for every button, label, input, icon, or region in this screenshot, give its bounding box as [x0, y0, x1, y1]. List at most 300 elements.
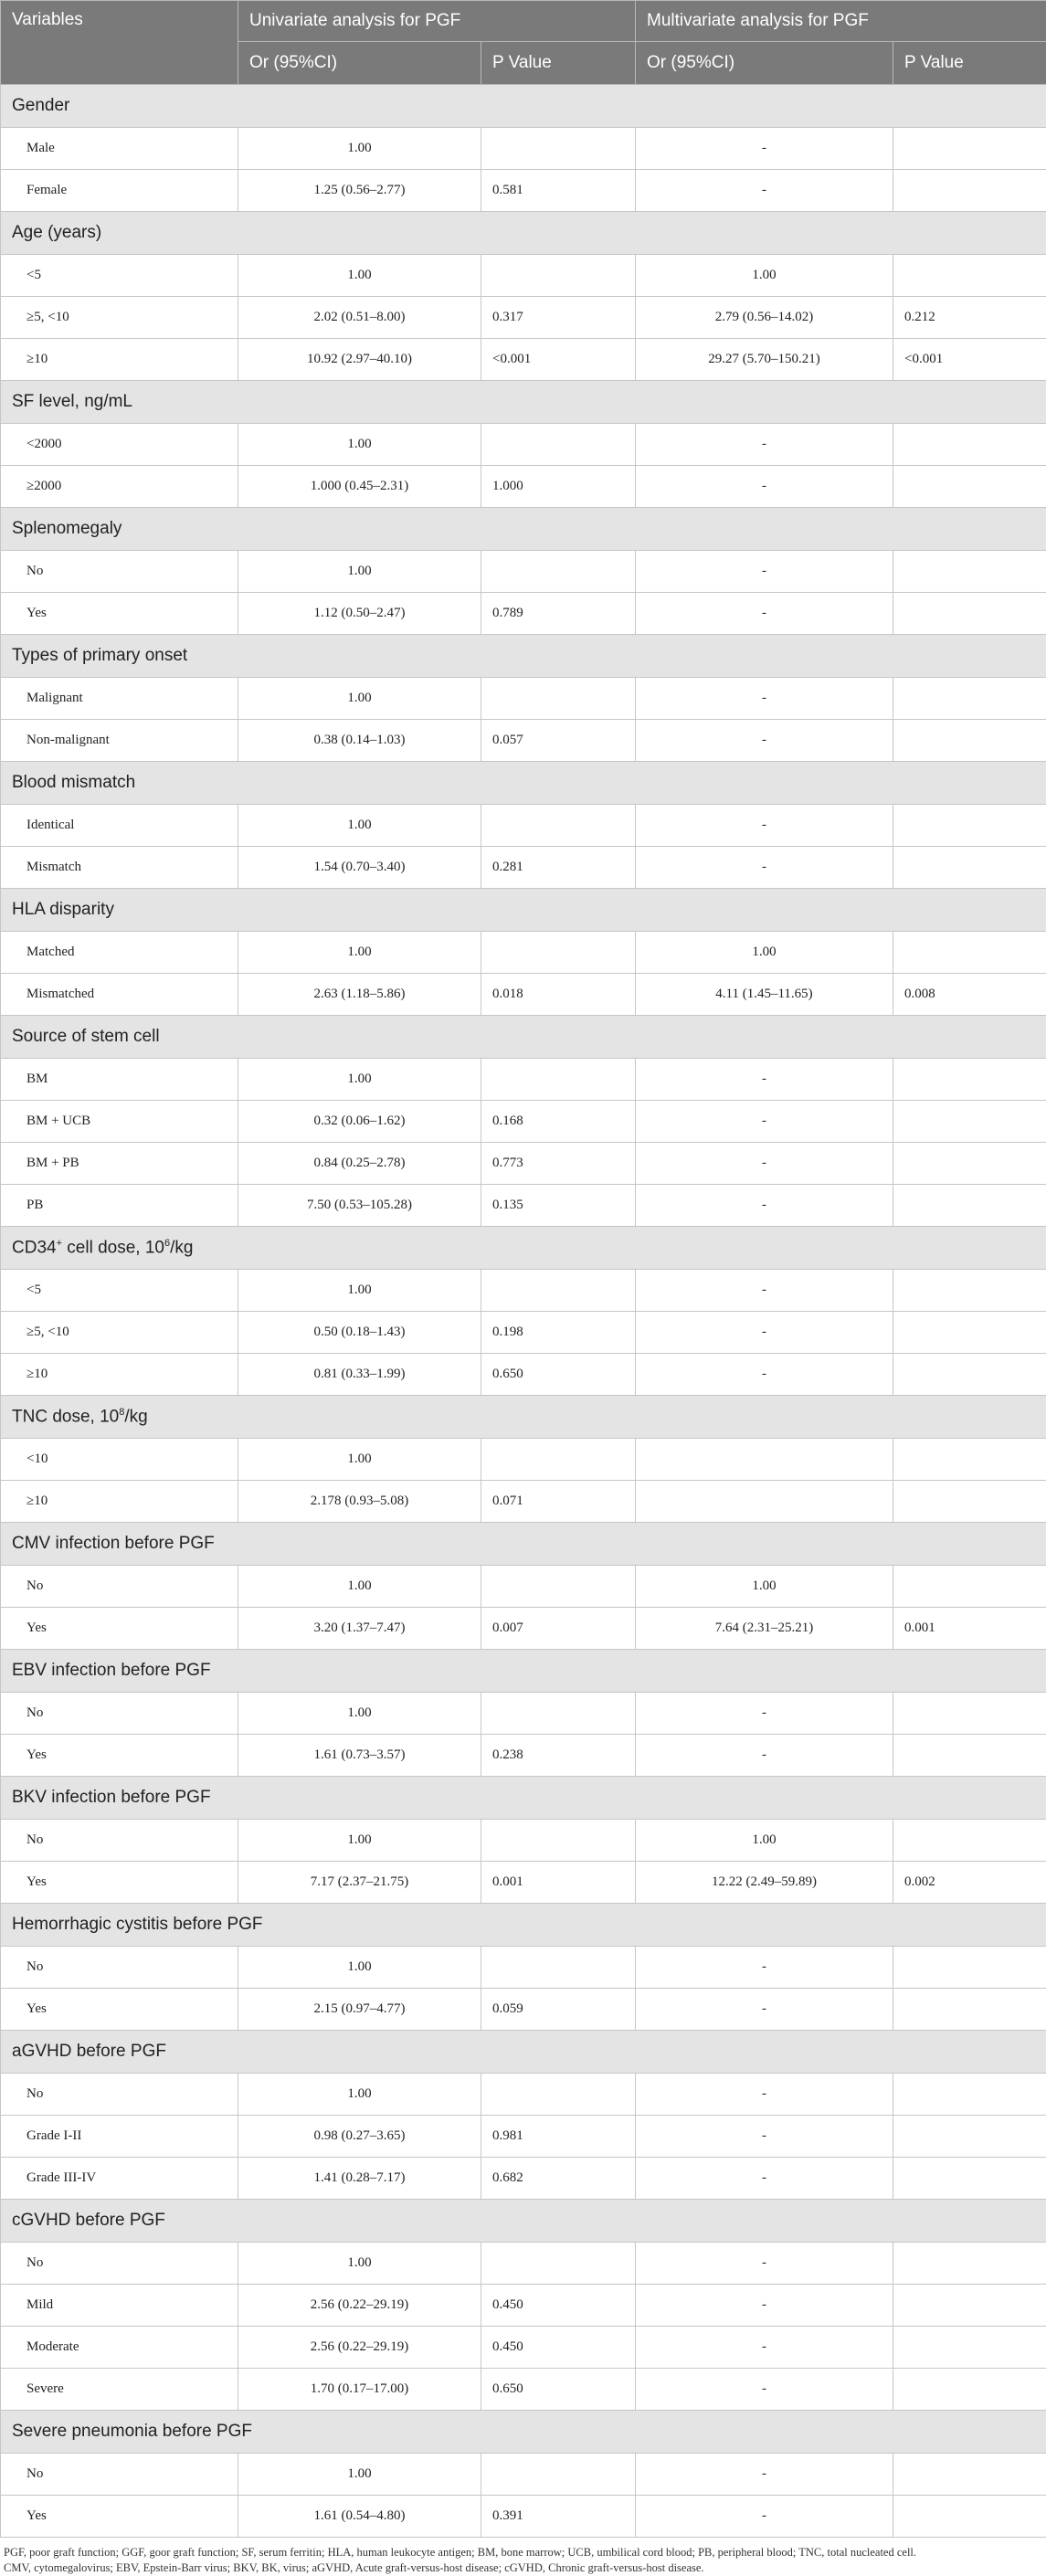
row-label: Malignant [1, 678, 238, 720]
table-row [1, 1185, 1046, 1227]
univariate-p [481, 2454, 636, 2496]
table-row [1, 1354, 1046, 1396]
univariate-or: 0.32 (0.06–1.62) [238, 1101, 481, 1143]
group-title-end: /kg [170, 1238, 193, 1257]
table-row [1, 1481, 1046, 1523]
multivariate-p [893, 847, 1046, 889]
multivariate-p [893, 2074, 1046, 2116]
multivariate-or: - [636, 1354, 893, 1396]
group-row [1, 1396, 1046, 1439]
row-label: No [1, 2243, 238, 2285]
multivariate-or: - [636, 170, 893, 212]
table-row [1, 2327, 1046, 2369]
univariate-p: 0.059 [481, 1989, 636, 2031]
univariate-p [481, 1439, 636, 1481]
univariate-p: 0.650 [481, 2369, 636, 2411]
group-row [1, 889, 1046, 932]
multivariate-p [893, 678, 1046, 720]
group-row [1, 1523, 1046, 1566]
univariate-or: 2.63 (1.18–5.86) [238, 974, 481, 1016]
multivariate-or: - [636, 1735, 893, 1777]
row-label: Mismatched [1, 974, 238, 1016]
table-row [1, 551, 1046, 593]
group-row [1, 1227, 1046, 1270]
table-row [1, 1608, 1046, 1650]
row-label: No [1, 551, 238, 593]
group-title [1, 1227, 1046, 1270]
univariate-or: 1.00 [238, 1439, 481, 1481]
univariate-p [481, 805, 636, 847]
table-row [1, 1735, 1046, 1777]
multivariate-or: - [636, 805, 893, 847]
univariate-p: 0.057 [481, 720, 636, 762]
row-label: <10 [1, 1439, 238, 1481]
multivariate-p [893, 2243, 1046, 2285]
group-title-text: Gender [12, 96, 69, 115]
row-label: BM [1, 1059, 238, 1101]
univariate-or: 1.61 (0.54–4.80) [238, 2496, 481, 2538]
univariate-p [481, 2243, 636, 2285]
univariate-p: 0.773 [481, 1143, 636, 1185]
group-title-text: Source of stem cell [12, 1027, 160, 1046]
footnote: PGF, poor graft function; GGF, goor graft function; SF, serum ferritin; HLA, human leukocyte antigen; BM, bone marrow; UCB, umbilical cord blood; PB, peripheral blood; TNC, total nucleated cell. [4, 2545, 1042, 2560]
multivariate-or: - [636, 128, 893, 170]
group-row [1, 635, 1046, 678]
group-title-text: Hemorrhagic cystitis before PGF [12, 1915, 263, 1934]
table-row [1, 1947, 1046, 1989]
table-row [1, 1820, 1046, 1862]
table-row [1, 2454, 1046, 2496]
group-title [1, 2200, 1046, 2243]
group-row [1, 2411, 1046, 2454]
multivariate-or: - [636, 1270, 893, 1312]
univariate-or: 1.00 [238, 1566, 481, 1608]
header-multivariate-p: P Value [893, 42, 1046, 85]
table-body [1, 85, 1046, 2538]
univariate-or: 1.000 (0.45–2.31) [238, 466, 481, 508]
multivariate-or: - [636, 2074, 893, 2116]
multivariate-p [893, 1735, 1046, 1777]
group-title [1, 1016, 1046, 1059]
group-title-text: Age (years) [12, 223, 101, 242]
group-title-text: CMV infection before PGF [12, 1534, 215, 1553]
table-row [1, 1101, 1046, 1143]
multivariate-p [893, 128, 1046, 170]
multivariate-or: - [636, 1693, 893, 1735]
multivariate-p [893, 2116, 1046, 2158]
multivariate-or [636, 1439, 893, 1481]
group-title [1, 2411, 1046, 2454]
row-label: Yes [1, 1608, 238, 1650]
univariate-or: 3.20 (1.37–7.47) [238, 1608, 481, 1650]
univariate-or: 2.02 (0.51–8.00) [238, 297, 481, 339]
row-label: Matched [1, 932, 238, 974]
group-title [1, 85, 1046, 128]
row-label: ≥10 [1, 1481, 238, 1523]
univariate-p [481, 932, 636, 974]
multivariate-p [893, 1481, 1046, 1523]
group-title [1, 1396, 1046, 1439]
multivariate-p [893, 1270, 1046, 1312]
group-row [1, 762, 1046, 805]
table-row [1, 678, 1046, 720]
multivariate-or: - [636, 551, 893, 593]
group-title-text: aGVHD before PGF [12, 2042, 166, 2061]
row-label: <2000 [1, 424, 238, 466]
univariate-p [481, 678, 636, 720]
univariate-or: 1.00 [238, 2074, 481, 2116]
table-row [1, 974, 1046, 1016]
table-row [1, 1989, 1046, 2031]
row-label: No [1, 1566, 238, 1608]
univariate-or: 1.25 (0.56–2.77) [238, 170, 481, 212]
row-label: No [1, 2074, 238, 2116]
univariate-or: 1.00 [238, 128, 481, 170]
group-title-text: cGVHD before PGF [12, 2211, 165, 2230]
multivariate-p [893, 551, 1046, 593]
multivariate-or: 7.64 (2.31–25.21) [636, 1608, 893, 1650]
table-row [1, 1143, 1046, 1185]
multivariate-p [893, 1989, 1046, 2031]
univariate-or: 1.54 (0.70–3.40) [238, 847, 481, 889]
multivariate-or: - [636, 1312, 893, 1354]
multivariate-or: - [636, 1185, 893, 1227]
multivariate-or [636, 1481, 893, 1523]
multivariate-p [893, 1820, 1046, 1862]
multivariate-or: - [636, 466, 893, 508]
row-label: No [1, 1693, 238, 1735]
univariate-or: 1.00 [238, 255, 481, 297]
univariate-p: 0.391 [481, 2496, 636, 2538]
multivariate-p [893, 2327, 1046, 2369]
group-row [1, 212, 1046, 255]
table-row [1, 1693, 1046, 1735]
multivariate-or: - [636, 2243, 893, 2285]
univariate-or: 7.17 (2.37–21.75) [238, 1862, 481, 1904]
group-title [1, 2031, 1046, 2074]
group-row [1, 85, 1046, 128]
multivariate-p: 0.212 [893, 297, 1046, 339]
group-title [1, 212, 1046, 255]
multivariate-or: 1.00 [636, 1566, 893, 1608]
group-row [1, 1650, 1046, 1693]
table-row [1, 128, 1046, 170]
univariate-p: 0.018 [481, 974, 636, 1016]
group-title-text: Splenomegaly [12, 519, 122, 538]
table-row [1, 466, 1046, 508]
footnote: CMV, cytomegalovirus; EBV, Epstein-Barr virus; BKV, BK, virus; aGVHD, Acute graft-versus-host disease; cGVHD, Chronic graft-versus-host disease. [4, 2560, 1042, 2576]
row-label: Yes [1, 1862, 238, 1904]
univariate-p: 0.198 [481, 1312, 636, 1354]
multivariate-or: - [636, 1143, 893, 1185]
footnotes [0, 2538, 1046, 2576]
row-label: ≥5, <10 [1, 1312, 238, 1354]
multivariate-p [893, 720, 1046, 762]
univariate-p: 0.450 [481, 2327, 636, 2369]
group-row [1, 508, 1046, 551]
group-title [1, 1777, 1046, 1820]
row-label: ≥10 [1, 339, 238, 381]
row-label: PB [1, 1185, 238, 1227]
multivariate-or: - [636, 678, 893, 720]
univariate-or: 2.56 (0.22–29.19) [238, 2327, 481, 2369]
group-row [1, 2031, 1046, 2074]
univariate-p [481, 1947, 636, 1989]
univariate-p: 0.281 [481, 847, 636, 889]
univariate-or: 1.00 [238, 678, 481, 720]
row-label: Yes [1, 1989, 238, 2031]
table-row [1, 170, 1046, 212]
univariate-p [481, 1820, 636, 1862]
row-label: Grade I-II [1, 2116, 238, 2158]
univariate-p: 0.981 [481, 2116, 636, 2158]
univariate-p: 0.682 [481, 2158, 636, 2200]
table-row [1, 932, 1046, 974]
multivariate-p [893, 2158, 1046, 2200]
multivariate-p [893, 1947, 1046, 1989]
univariate-or: 7.50 (0.53–105.28) [238, 1185, 481, 1227]
row-label: Non-malignant [1, 720, 238, 762]
multivariate-p [893, 2285, 1046, 2327]
header-univariate-p: P Value [481, 42, 636, 85]
univariate-or: 1.00 [238, 1693, 481, 1735]
multivariate-or: 2.79 (0.56–14.02) [636, 297, 893, 339]
row-label: No [1, 1947, 238, 1989]
multivariate-p [893, 932, 1046, 974]
row-label: ≥10 [1, 1354, 238, 1396]
univariate-or: 0.81 (0.33–1.99) [238, 1354, 481, 1396]
table-row [1, 1439, 1046, 1481]
table-row [1, 1270, 1046, 1312]
group-title-text: HLA disparity [12, 900, 114, 919]
multivariate-or: - [636, 2327, 893, 2369]
group-title [1, 889, 1046, 932]
univariate-p [481, 255, 636, 297]
univariate-p [481, 424, 636, 466]
univariate-or: 1.00 [238, 1059, 481, 1101]
univariate-p [481, 1059, 636, 1101]
univariate-p: 0.135 [481, 1185, 636, 1227]
univariate-p [481, 1270, 636, 1312]
group-title [1, 762, 1046, 805]
group-title-text: BKV infection before PGF [12, 1788, 211, 1807]
univariate-or: 1.70 (0.17–17.00) [238, 2369, 481, 2411]
univariate-or: 0.98 (0.27–3.65) [238, 2116, 481, 2158]
univariate-p: 0.168 [481, 1101, 636, 1143]
table-row [1, 805, 1046, 847]
header-variables: Variables [1, 1, 238, 85]
univariate-or: 1.41 (0.28–7.17) [238, 2158, 481, 2200]
group-title [1, 381, 1046, 424]
table-row [1, 1312, 1046, 1354]
group-title-text: CD34 [12, 1238, 57, 1257]
group-title [1, 1650, 1046, 1693]
header-multivariate-or: Or (95%CI) [636, 42, 893, 85]
multivariate-p [893, 1566, 1046, 1608]
multivariate-or: - [636, 593, 893, 635]
multivariate-p [893, 1439, 1046, 1481]
univariate-p [481, 551, 636, 593]
group-title-mid: cell dose, 10 [62, 1238, 164, 1257]
multivariate-or: - [636, 847, 893, 889]
univariate-or: 1.00 [238, 1947, 481, 1989]
univariate-or: 2.15 (0.97–4.77) [238, 1989, 481, 2031]
row-label: Moderate [1, 2327, 238, 2369]
univariate-p: 0.789 [481, 593, 636, 635]
group-title-text: SF level, ng/mL [12, 392, 132, 411]
row-label: ≥2000 [1, 466, 238, 508]
multivariate-or: - [636, 2158, 893, 2200]
row-label: Identical [1, 805, 238, 847]
multivariate-p [893, 1693, 1046, 1735]
row-label: Male [1, 128, 238, 170]
multivariate-or: - [636, 2285, 893, 2327]
table-row [1, 2116, 1046, 2158]
table-row [1, 1862, 1046, 1904]
multivariate-p [893, 2454, 1046, 2496]
univariate-or: 1.00 [238, 424, 481, 466]
multivariate-or: - [636, 1947, 893, 1989]
group-title-text: Types of primary onset [12, 646, 187, 665]
group-title-text: Blood mismatch [12, 773, 135, 792]
table-row [1, 255, 1046, 297]
multivariate-p: 0.001 [893, 1608, 1046, 1650]
univariate-or: 10.92 (2.97–40.10) [238, 339, 481, 381]
group-title [1, 1904, 1046, 1947]
multivariate-p [893, 2369, 1046, 2411]
univariate-or: 2.56 (0.22–29.19) [238, 2285, 481, 2327]
group-title [1, 635, 1046, 678]
group-row [1, 2200, 1046, 2243]
row-label: <5 [1, 255, 238, 297]
group-title-text: EBV infection before PGF [12, 1661, 211, 1680]
univariate-or: 1.12 (0.50–2.47) [238, 593, 481, 635]
group-title-mid: /kg [124, 1407, 147, 1426]
table-row [1, 2158, 1046, 2200]
group-title [1, 1523, 1046, 1566]
row-label: Yes [1, 1735, 238, 1777]
header-multivariate: Multivariate analysis for PGF [636, 1, 1046, 42]
row-label: Yes [1, 2496, 238, 2538]
group-title-sup2: 6 [164, 1238, 170, 1249]
multivariate-p [893, 466, 1046, 508]
multivariate-p [893, 1185, 1046, 1227]
table-row [1, 2369, 1046, 2411]
row-label: No [1, 1820, 238, 1862]
univariate-or: 0.50 (0.18–1.43) [238, 1312, 481, 1354]
univariate-or: 1.00 [238, 2454, 481, 2496]
univariate-or: 2.178 (0.93–5.08) [238, 1481, 481, 1523]
multivariate-p: 0.008 [893, 974, 1046, 1016]
table-row [1, 1059, 1046, 1101]
table-row [1, 424, 1046, 466]
multivariate-p [893, 1101, 1046, 1143]
univariate-or: 1.00 [238, 1820, 481, 1862]
table-row [1, 2285, 1046, 2327]
multivariate-or: 1.00 [636, 1820, 893, 1862]
header-row [1, 1, 1046, 42]
table-row [1, 339, 1046, 381]
univariate-or: 0.38 (0.14–1.03) [238, 720, 481, 762]
group-title [1, 508, 1046, 551]
table-row [1, 720, 1046, 762]
table-row [1, 2243, 1046, 2285]
group-row [1, 1904, 1046, 1947]
row-label: BM + PB [1, 1143, 238, 1185]
univariate-or: 1.00 [238, 2243, 481, 2285]
univariate-p: 0.650 [481, 1354, 636, 1396]
univariate-or: 1.00 [238, 805, 481, 847]
univariate-p: <0.001 [481, 339, 636, 381]
multivariate-or: - [636, 2369, 893, 2411]
univariate-p: 0.001 [481, 1862, 636, 1904]
univariate-or: 0.84 (0.25–2.78) [238, 1143, 481, 1185]
univariate-p: 1.000 [481, 466, 636, 508]
multivariate-p [893, 2496, 1046, 2538]
univariate-p: 0.238 [481, 1735, 636, 1777]
multivariate-p [893, 1143, 1046, 1185]
univariate-or: 1.61 (0.73–3.57) [238, 1735, 481, 1777]
univariate-p: 0.317 [481, 297, 636, 339]
group-title-text: TNC dose, 10 [12, 1407, 119, 1426]
multivariate-or: - [636, 1989, 893, 2031]
univariate-p: 0.581 [481, 170, 636, 212]
multivariate-p [893, 1312, 1046, 1354]
table-row [1, 2496, 1046, 2538]
multivariate-or: - [636, 2454, 893, 2496]
row-label: Mismatch [1, 847, 238, 889]
univariate-p [481, 1566, 636, 1608]
group-row [1, 1777, 1046, 1820]
multivariate-or: 1.00 [636, 932, 893, 974]
table-row [1, 593, 1046, 635]
row-label: No [1, 2454, 238, 2496]
multivariate-p [893, 170, 1046, 212]
multivariate-or: - [636, 1101, 893, 1143]
univariate-or: 1.00 [238, 551, 481, 593]
multivariate-or: 1.00 [636, 255, 893, 297]
univariate-p: 0.071 [481, 1481, 636, 1523]
univariate-p [481, 1693, 636, 1735]
univariate-p [481, 128, 636, 170]
multivariate-p [893, 424, 1046, 466]
row-label: Yes [1, 593, 238, 635]
row-label: Mild [1, 2285, 238, 2327]
multivariate-or: - [636, 424, 893, 466]
row-label: Severe [1, 2369, 238, 2411]
multivariate-or: - [636, 2496, 893, 2538]
multivariate-p [893, 805, 1046, 847]
univariate-or: 1.00 [238, 1270, 481, 1312]
multivariate-p: <0.001 [893, 339, 1046, 381]
multivariate-p [893, 1059, 1046, 1101]
header-univariate-or: Or (95%CI) [238, 42, 481, 85]
group-title-sup: + [57, 1238, 62, 1249]
row-label: BM + UCB [1, 1101, 238, 1143]
group-title-sup: 8 [119, 1407, 124, 1418]
table-row [1, 2074, 1046, 2116]
group-title-text: Severe pneumonia before PGF [12, 2422, 252, 2441]
table-row [1, 1566, 1046, 1608]
univariate-p [481, 2074, 636, 2116]
row-label: ≥5, <10 [1, 297, 238, 339]
row-label: Female [1, 170, 238, 212]
multivariate-p [893, 593, 1046, 635]
univariate-p: 0.007 [481, 1608, 636, 1650]
multivariate-p [893, 255, 1046, 297]
multivariate-or: 29.27 (5.70–150.21) [636, 339, 893, 381]
multivariate-or: 4.11 (1.45–11.65) [636, 974, 893, 1016]
